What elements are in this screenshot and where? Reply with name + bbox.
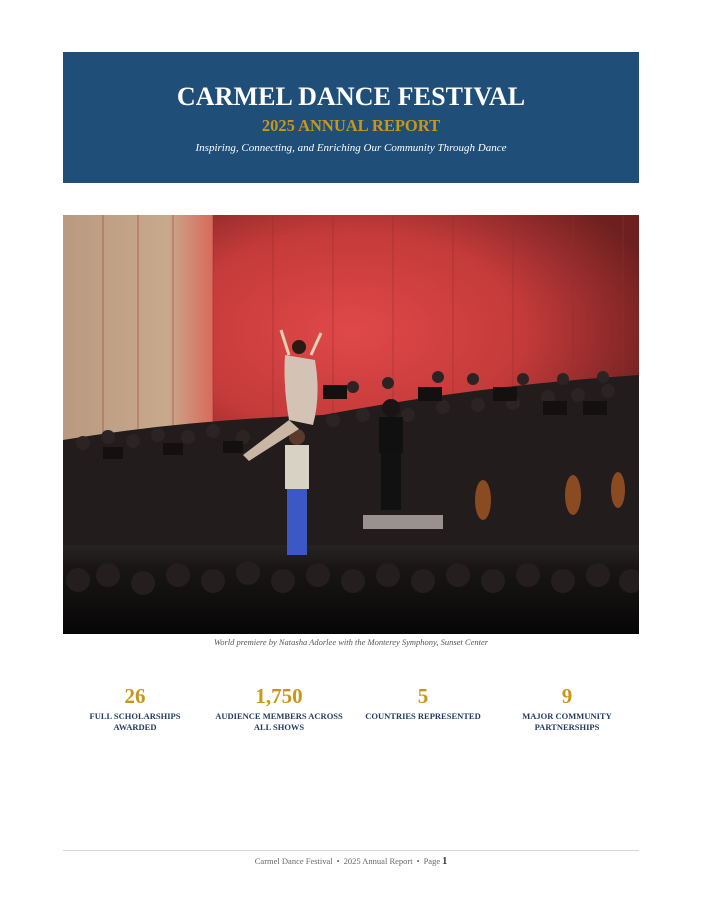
stat-label: AUDIENCE MEMBERS ACROSS ALL SHOWS [215, 711, 343, 732]
header-banner [63, 52, 639, 183]
hero-photo [63, 215, 639, 634]
page-number: 1 [442, 856, 448, 867]
stat-label: FULL SCHOLARSHIPS AWARDED [89, 711, 181, 732]
stat-value: 5 [417, 684, 429, 708]
stat-value: 26 [124, 684, 146, 708]
stat-label: COUNTRIES REPRESENTED [365, 711, 481, 721]
stat-scholarships [63, 683, 207, 733]
footer-separator: • [416, 856, 420, 866]
page-footer [63, 855, 639, 868]
footer-separator: • [336, 856, 340, 866]
stat-countries [351, 683, 495, 722]
tagline: Inspiring, Connecting, and Enriching Our Community Through Dance [195, 142, 507, 154]
footer-page-label: Page [423, 856, 441, 866]
stat-value: 9 [561, 684, 573, 708]
footer-report: 2025 Annual Report [343, 856, 413, 866]
stats-row [63, 683, 639, 743]
photo-caption: World premiere by Natasha Adorlee with the Monterey Symphony, Sunset Center [213, 637, 489, 647]
stat-partnerships [495, 683, 639, 733]
festival-title: CARMEL DANCE FESTIVAL [176, 82, 526, 111]
stat-value: 1,750 [255, 684, 303, 708]
footer-org: Carmel Dance Festival [254, 856, 333, 866]
report-subtitle: 2025 ANNUAL REPORT [261, 116, 441, 135]
performance-photo [63, 215, 639, 634]
stat-audience [207, 683, 351, 733]
stat-label: MAJOR COMMUNITY PARTNERSHIPS [522, 711, 612, 732]
footer-divider [63, 850, 639, 851]
